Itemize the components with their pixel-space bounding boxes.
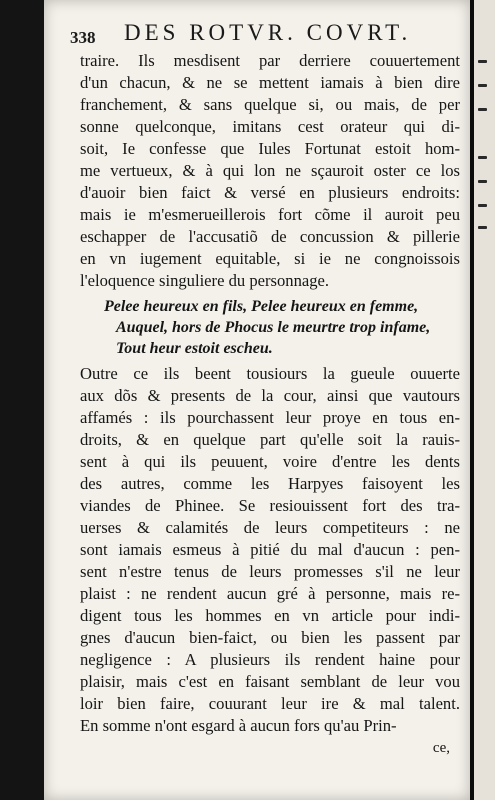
text-line: sent à qui ils peuuent, voire d'entre les dents (80, 452, 460, 471)
text-line: plaisir, mais c'est en faisant semblant de leur vou (80, 672, 460, 691)
catchword: ce, (432, 740, 450, 756)
bleed-mark (478, 180, 487, 183)
text-line: loir bien faire, couurant leur ire & mal talent. (80, 694, 460, 713)
text-line: negligence : A plusieurs ils rendent haine pour (80, 650, 460, 669)
text-line: gnes d'aucun bien-faict, ou bien les passent par (80, 628, 460, 647)
body-text (80, 50, 460, 759)
paragraph-1 (80, 50, 460, 292)
text-line: d'un chacun, & ne se mettent iamais à bien dire (80, 73, 460, 92)
text-line: sent n'estre tenus de leurs promesses s'il ne leur (80, 562, 460, 581)
page-header (70, 14, 470, 50)
text-line: digent tous les hommes en vn article pour indi- (80, 606, 460, 625)
text-line: franchement, & sans quelque si, ou mais, de per (80, 95, 460, 114)
text-line: en vn iugement equitable, si ie ne congnoissois (80, 249, 460, 268)
facing-page-edge (474, 0, 495, 800)
bleed-mark (478, 84, 487, 87)
text-line: mais ie m'esmerueillerois fort cõme il auroit peu (80, 205, 460, 224)
bleed-mark (478, 204, 487, 207)
text-line: droits, & en quelque part qu'elle soit la rauis- (80, 430, 460, 449)
text-line: uerses & calamités de leurs competiteurs : ne (80, 518, 460, 537)
text-line: traire. Ils mesdisent par derriere couuertement (80, 51, 460, 70)
verse-quote (80, 296, 460, 359)
text-line: soit, Ie confesse que Iules Fortunat estoit hom- (80, 139, 460, 158)
page-number: 338 (70, 28, 96, 47)
running-head: DES ROTVR. COVRT. (124, 20, 412, 45)
text-line: sonne quelconque, imitans cest orateur qui di- (80, 117, 460, 136)
text-line: des autres, comme les Harpyes faisoyent les (80, 474, 460, 493)
text-line: aux dõs & presents de la cour, ainsi que vautours (80, 386, 460, 405)
bleed-mark (478, 60, 487, 63)
bleed-mark (478, 156, 487, 159)
text-line: Outre ce ils beent tousiours la gueule ouuerte (80, 364, 460, 383)
text-line: eschapper de l'accusatiõ de concussion & pillerie (80, 227, 460, 246)
verse-line: Tout heur estoit escheu. (116, 340, 273, 357)
text-line: plaist : ne rendent aucun gré à personne, mais re- (80, 584, 460, 603)
text-line: viandes de Phinee. Se resiouissent fort des tra- (80, 496, 460, 515)
paragraph-2 (80, 363, 460, 737)
verse-line: Pelee heureux en fils, Pelee heureux en femme, (104, 298, 419, 315)
text-line: affamés : ils pourchassent leur proye en tous en- (80, 408, 460, 427)
text-line: En somme n'ont esgard à aucun fors qu'au Prin- (80, 716, 397, 735)
text-line: d'auoir bien faict & versé en plusieurs endroits: (80, 183, 460, 202)
text-line: me vertueux, & à qui lon ne sçauroit oster ce los (80, 161, 460, 180)
text-line: l'eloquence singuliere du personnage. (80, 271, 330, 290)
verse-line: Auquel, hors de Phocus le meurtre trop infame, (116, 319, 431, 336)
bleed-mark (478, 108, 487, 111)
bleed-mark (478, 226, 487, 229)
text-line: sont iamais esmeus à pitié du mal d'aucun : pen- (80, 540, 460, 559)
